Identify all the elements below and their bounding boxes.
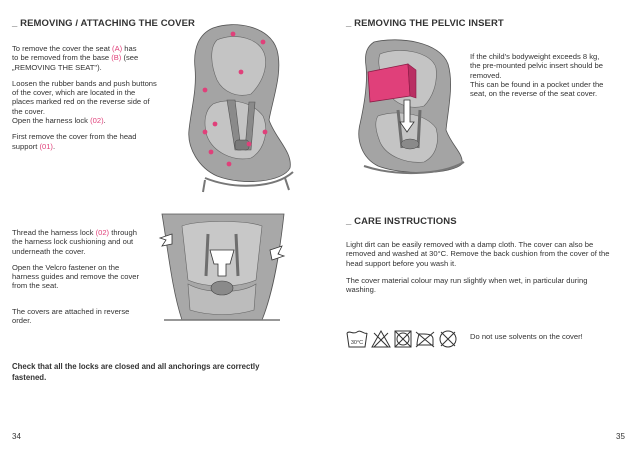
pelvic-insert-illustration [344,36,472,176]
no-dry-clean-icon [438,329,458,349]
care-instructions-text: Light dirt can be easily removed with a damp cloth. The cover can also be removed and washed at 30°C. Remove the back cushion from the cover of the head support before you wash it. The cover material colour may run slightly when wet, in particular during washing. [346,240,610,295]
page-number-left: 34 [12,432,21,441]
page-number-right: 35 [616,432,625,441]
pelvic-insert-instructions: If the child's bodyweight exceeds 8 kg, the pre-mounted pelvic insert should be removed. This can be found in a pocket under the seat, on the reverse of the seat cover. [470,52,604,99]
heading-removing-cover: _ REMOVING / ATTACHING THE COVER [12,18,196,29]
no-bleach-icon [371,329,391,349]
harness-lock-illustration [158,210,286,328]
car-seat-cover-illustration [165,20,310,195]
wash-temperature-label: 30°C [350,340,364,346]
safety-warning: Check that all the locks are closed and all anchorings are correctly fastened. [12,362,260,382]
right-page [319,0,638,450]
remove-cover-instructions: To remove the cover the seat (A) has to be removed from the base (B) (see „REMOVING THE SEAT"). Loosen the rubber bands and push buttons of the cover, which are located in the places marked red on the reverse side of the cover. Open the harness lock (02). First remove the cover from the head support (01). [12,44,157,151]
care-symbols [346,329,458,349]
heading-care-instructions: _ CARE INSTRUCTIONS [346,216,457,227]
heading-pelvic-insert: _ REMOVING THE PELVIC INSERT [346,18,504,29]
thread-harness-instructions: Thread the harness lock (02) through the harness lock cushioning and out underneath the cover. Open the Velcro fastener on the harness guides and remove the cover from the seat. The covers are attached in reverse order. [12,228,140,326]
no-tumble-dry-icon [394,330,412,348]
no-ironing-icon [414,330,436,348]
wash-30-icon [346,329,368,349]
solvent-warning: Do not use solvents on the cover! [470,332,583,341]
